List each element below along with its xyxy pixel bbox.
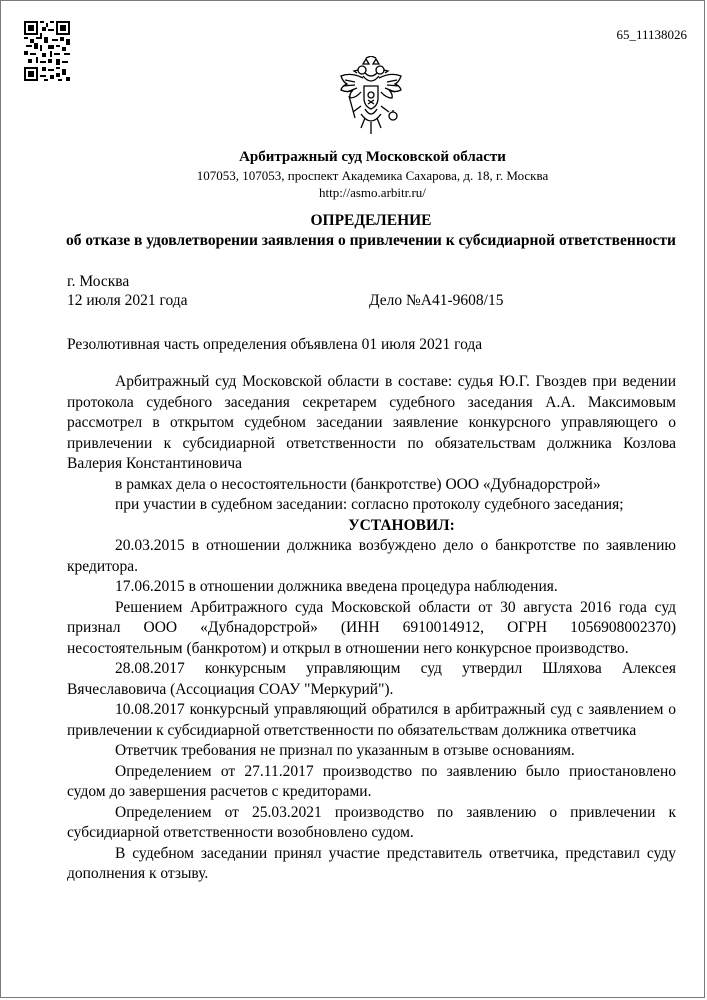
court-name: Арбитражный суд Московской области — [239, 149, 506, 165]
court-address: 107053, 107053, проспект Академика Сахарова, д. 18, г. Москва — [196, 168, 549, 183]
document-date: 12 июля 2021 года — [67, 292, 188, 309]
qr-code-icon — [24, 21, 70, 81]
city: г. Москва — [67, 273, 130, 290]
paragraph: Арбитражный суд Московской области в составе: судья Ю.Г. Гвоздев при ведении протокола судебного заседания секретарем судебного заседания А.А. Максимовым рассмотрел в открытом судебном заседании заявление конкурсного управляющего о привлечении к субсидиарной ответственности по обязательствам должника Козлова Валерия Константиновича — [67, 373, 676, 472]
title-subtitle: об отказе в удовлетворении заявления о привлечении к субсидиарной ответственности — [66, 232, 676, 249]
paragraph: 20.03.2015 в отношении должника возбуждено дело о банкротстве по заявлению кредитора. — [67, 537, 676, 575]
case-number: Дело №А41-9608/15 — [369, 292, 504, 309]
paragraph: Определением от 25.03.2021 производство по заявлению о привлечении к субсидиарной ответственности возобновлено судом. — [67, 803, 676, 841]
court-header — [1, 148, 704, 201]
document-id: 65_11138026 — [616, 27, 687, 42]
paragraph: при участии в судебном заседании: согласно протоколу судебного заседания; — [115, 496, 624, 513]
paragraph: Определением от 27.11.2017 производство по заявлению было приостановлено судом до завершения расчетов с кредиторами. — [67, 762, 676, 800]
paragraph: 28.08.2017 конкурсным управляющим суд утвердил Шляхова Алексея Вячеславовича (Ассоциация СОАУ "Меркурий"). — [67, 660, 676, 698]
title-main: ОПРЕДЕЛЕНИЕ — [310, 212, 432, 229]
paragraph: Ответчик требования не признал по указанным в отзыве основаниям. — [115, 742, 575, 759]
document-body — [67, 372, 676, 885]
resolution-note: Резолютивная часть определения объявлена 01 июля 2021 года — [67, 336, 483, 353]
paragraph: В судебном заседании принял участие представитель ответчика, представил суду дополнения к отзыву. — [67, 844, 676, 882]
paragraph: Решением Арбитражного суда Московской области от 30 августа 2016 года суд признал ООО «Дубнадорстрой» (ИНН 6910014912, ОГРН 1056908002370) несостоятельным (банкротом) и открыл в отношении него конкурсное производство. — [67, 598, 676, 657]
court-url: http://asmo.arbitr.ru/ — [319, 185, 426, 200]
section-heading: УСТАНОВИЛ: — [348, 516, 455, 534]
paragraph: в рамках дела о несостоятельности (банкротстве) ООО «Дубнадорстрой» — [115, 475, 601, 493]
double-headed-eagle-emblem-icon — [337, 56, 405, 140]
paragraph: 17.06.2015 в отношении должника введена процедура наблюдения. — [115, 578, 558, 595]
paragraph: 10.08.2017 конкурсный управляющий обратился в арбитражный суд с заявлением о привлечении к субсидиарной ответственности по обязательствам должника ответчика — [67, 701, 676, 739]
document-title — [61, 211, 681, 251]
